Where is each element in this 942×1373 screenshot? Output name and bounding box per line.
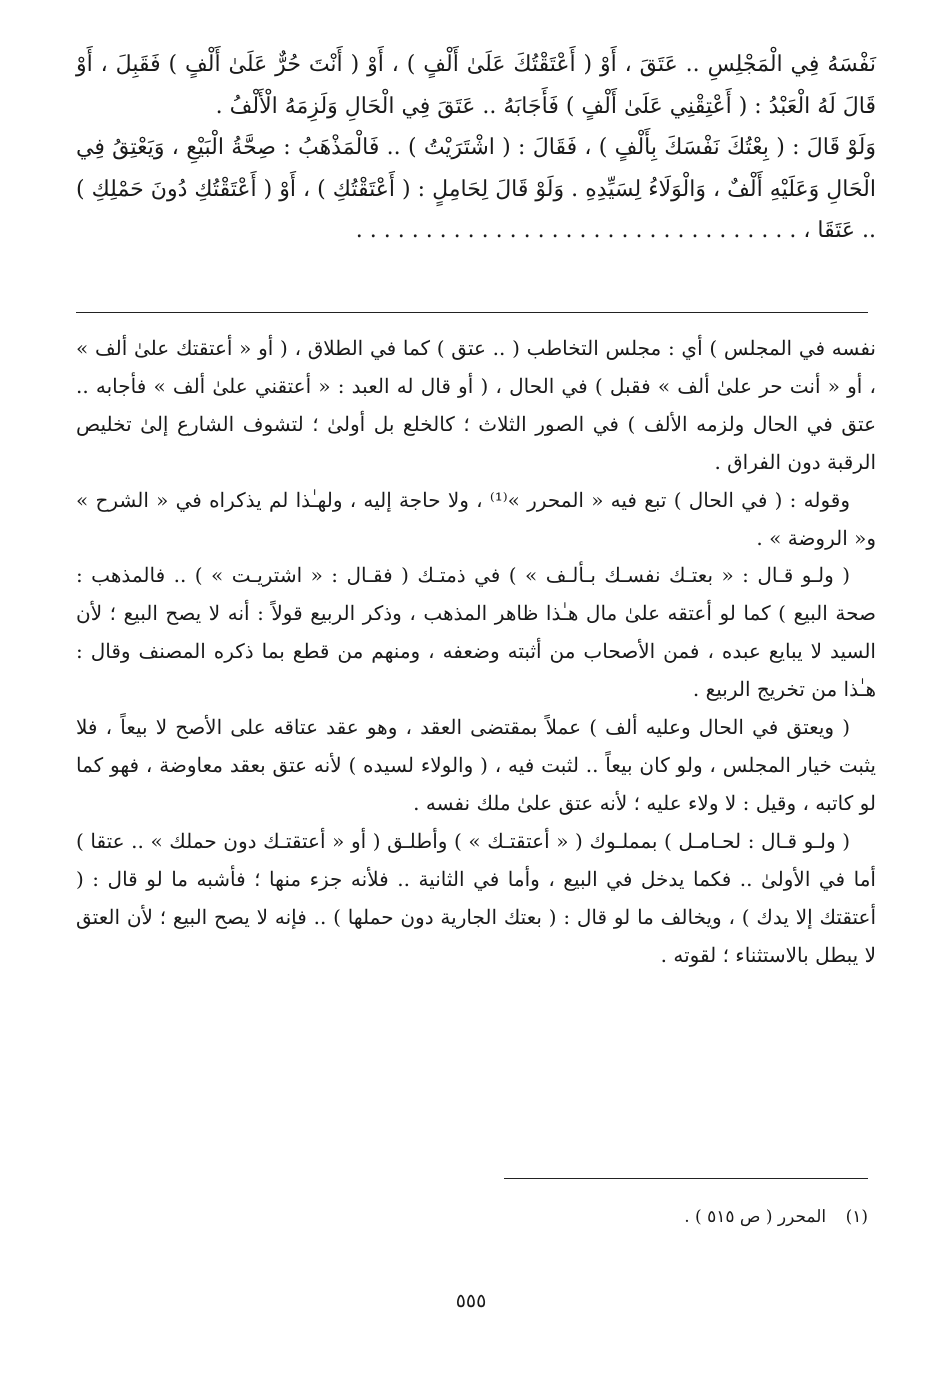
matn-separator-line — [76, 312, 868, 313]
sharh-paragraph-4: ( ويعتق في الحال وعليه ألف ) عملاً بمقتضى العقد ، وهو عقد عتاقه على الأصح لا بيعاً ، فلا يثبت خيار المجلس ، ولو كان بيعاً .. لثبت فيه ، ( والولاء لسيده ) لأنه عتق بعقد معاوضة ، فهو كما لو كاتبه ، وقيل : لا ولاء عليه ؛ لأنه عتق علىٰ ملك نفسه . — [76, 715, 876, 815]
matn-paragraph-2: وَلَوْ قَالَ : ( بِعْتُكَ نَفْسَكَ بِأَلْفٍ ) ، فَقَالَ : ( اشْتَرَيْتُ ) .. فَالْمَذْهَبُ : صِحَّةُ الْبَيْعِ ، وَيَعْتِقُ فِي الْحَالِ وَعَلَيْهِ أَلْفٌ ، وَالْوَلَاءُ لِسَيِّدِهِ . وَلَوْ قَالَ لِحَامِلٍ : ( أَعْتَقْتُكِ ) ، أَوْ ( أَعْتَقْتُكِ دُونَ حَمْلِكِ ) .. عَتَقَا ، . . . . . . . . . . . . . . . . . . . . . . . . . . . . . . . . — [76, 135, 876, 243]
matn-paragraph-1: نَفْسَهُ فِي الْمَجْلِسِ .. عَتَقَ ، أَوْ ( أَعْتَقْتُكَ عَلَىٰ أَلْفٍ ) ، أَوْ ( أَنْتَ حُرٌّ عَلَىٰ أَلْفٍ ) فَقَبِلَ ، أَوْ قَالَ لَهُ الْعَبْدُ : ( أَعْتِقْنِي عَلَىٰ أَلْفٍ ) فَأَجَابَهُ .. عَتَقَ فِي الْحَالِ وَلَزِمَهُ الْأَلْفُ . — [76, 52, 876, 119]
sharh-paragraph-3: ( ولـو قـال : « بعتـك نفسـك بـألـف » ) في ذمتـك ( فقـال : « اشتريـت » ) .. فالمذهب : صحة البيع ) كما لو أعتقه علىٰ مال هـٰذا ظاهر المذهب ، وذكر الربيع قولاً : أنه لا يصح البيع ؛ لأن السيد لا يبايع عبده ، فمن الأصحاب من أثبته وضعفه ، ومنهم من قطع بما ذكره المصنف وقال : هـٰذا من تخريج الربيع . — [76, 563, 876, 702]
main-text-matn — [76, 44, 876, 252]
footnote — [76, 1204, 868, 1230]
footnote-number: (١) — [845, 1207, 868, 1227]
footnote-text: المحرر ( ص ٥١٥ ) . — [684, 1207, 827, 1227]
page-number: ٥٥٥ — [455, 1290, 487, 1312]
sharh-paragraph-5: ( ولـو قـال : لحـامـل ) بمملـوك ( « أعتقتـك » ) وأطلـق ( أو « أعتقتـك دون حملك » .. عتقا ) أما في الأولىٰ .. فكما يدخل في البيع ، وأما في الثانية .. فلأنه جزء منها ؛ فأشبه ما لو قال : ( أعتقتك إلا يدك ) ، ويخالف ما لو قال : ( بعتك الجارية دون حملها ) .. فإنه لا يصح البيع ؛ لأن العتق لا يبطل بالاستثناء ؛ لقوته . — [76, 828, 877, 967]
sharh-paragraph-2: وقوله : ( في الحال ) تبع فيه « المحرر »⁽¹⁾ ، ولا حاجة إليه ، ولهـٰذا لم يذكراه في « الشرح » و« الروضة » . — [76, 487, 876, 550]
commentary-text-sharh — [76, 330, 876, 974]
sharh-paragraph-1: نفسه في المجلس ) أي : مجلس التخاطب ( .. عتق ) كما في الطلاق ، ( أو « أعتقتك علىٰ ألف » ، أو « أنت حر علىٰ ألف » فقبل ) في الحال ، ( أو قال له العبد : « أعتقني علىٰ ألف » فأجابه .. عتق في الحال ولزمه الألف ) في الصور الثلاث ؛ كالخلع بل أولىٰ ؛ لتشوف الشارع إلىٰ تخليص الرقبة دون الفراق . — [76, 336, 877, 474]
footnote-separator-line — [504, 1178, 868, 1179]
